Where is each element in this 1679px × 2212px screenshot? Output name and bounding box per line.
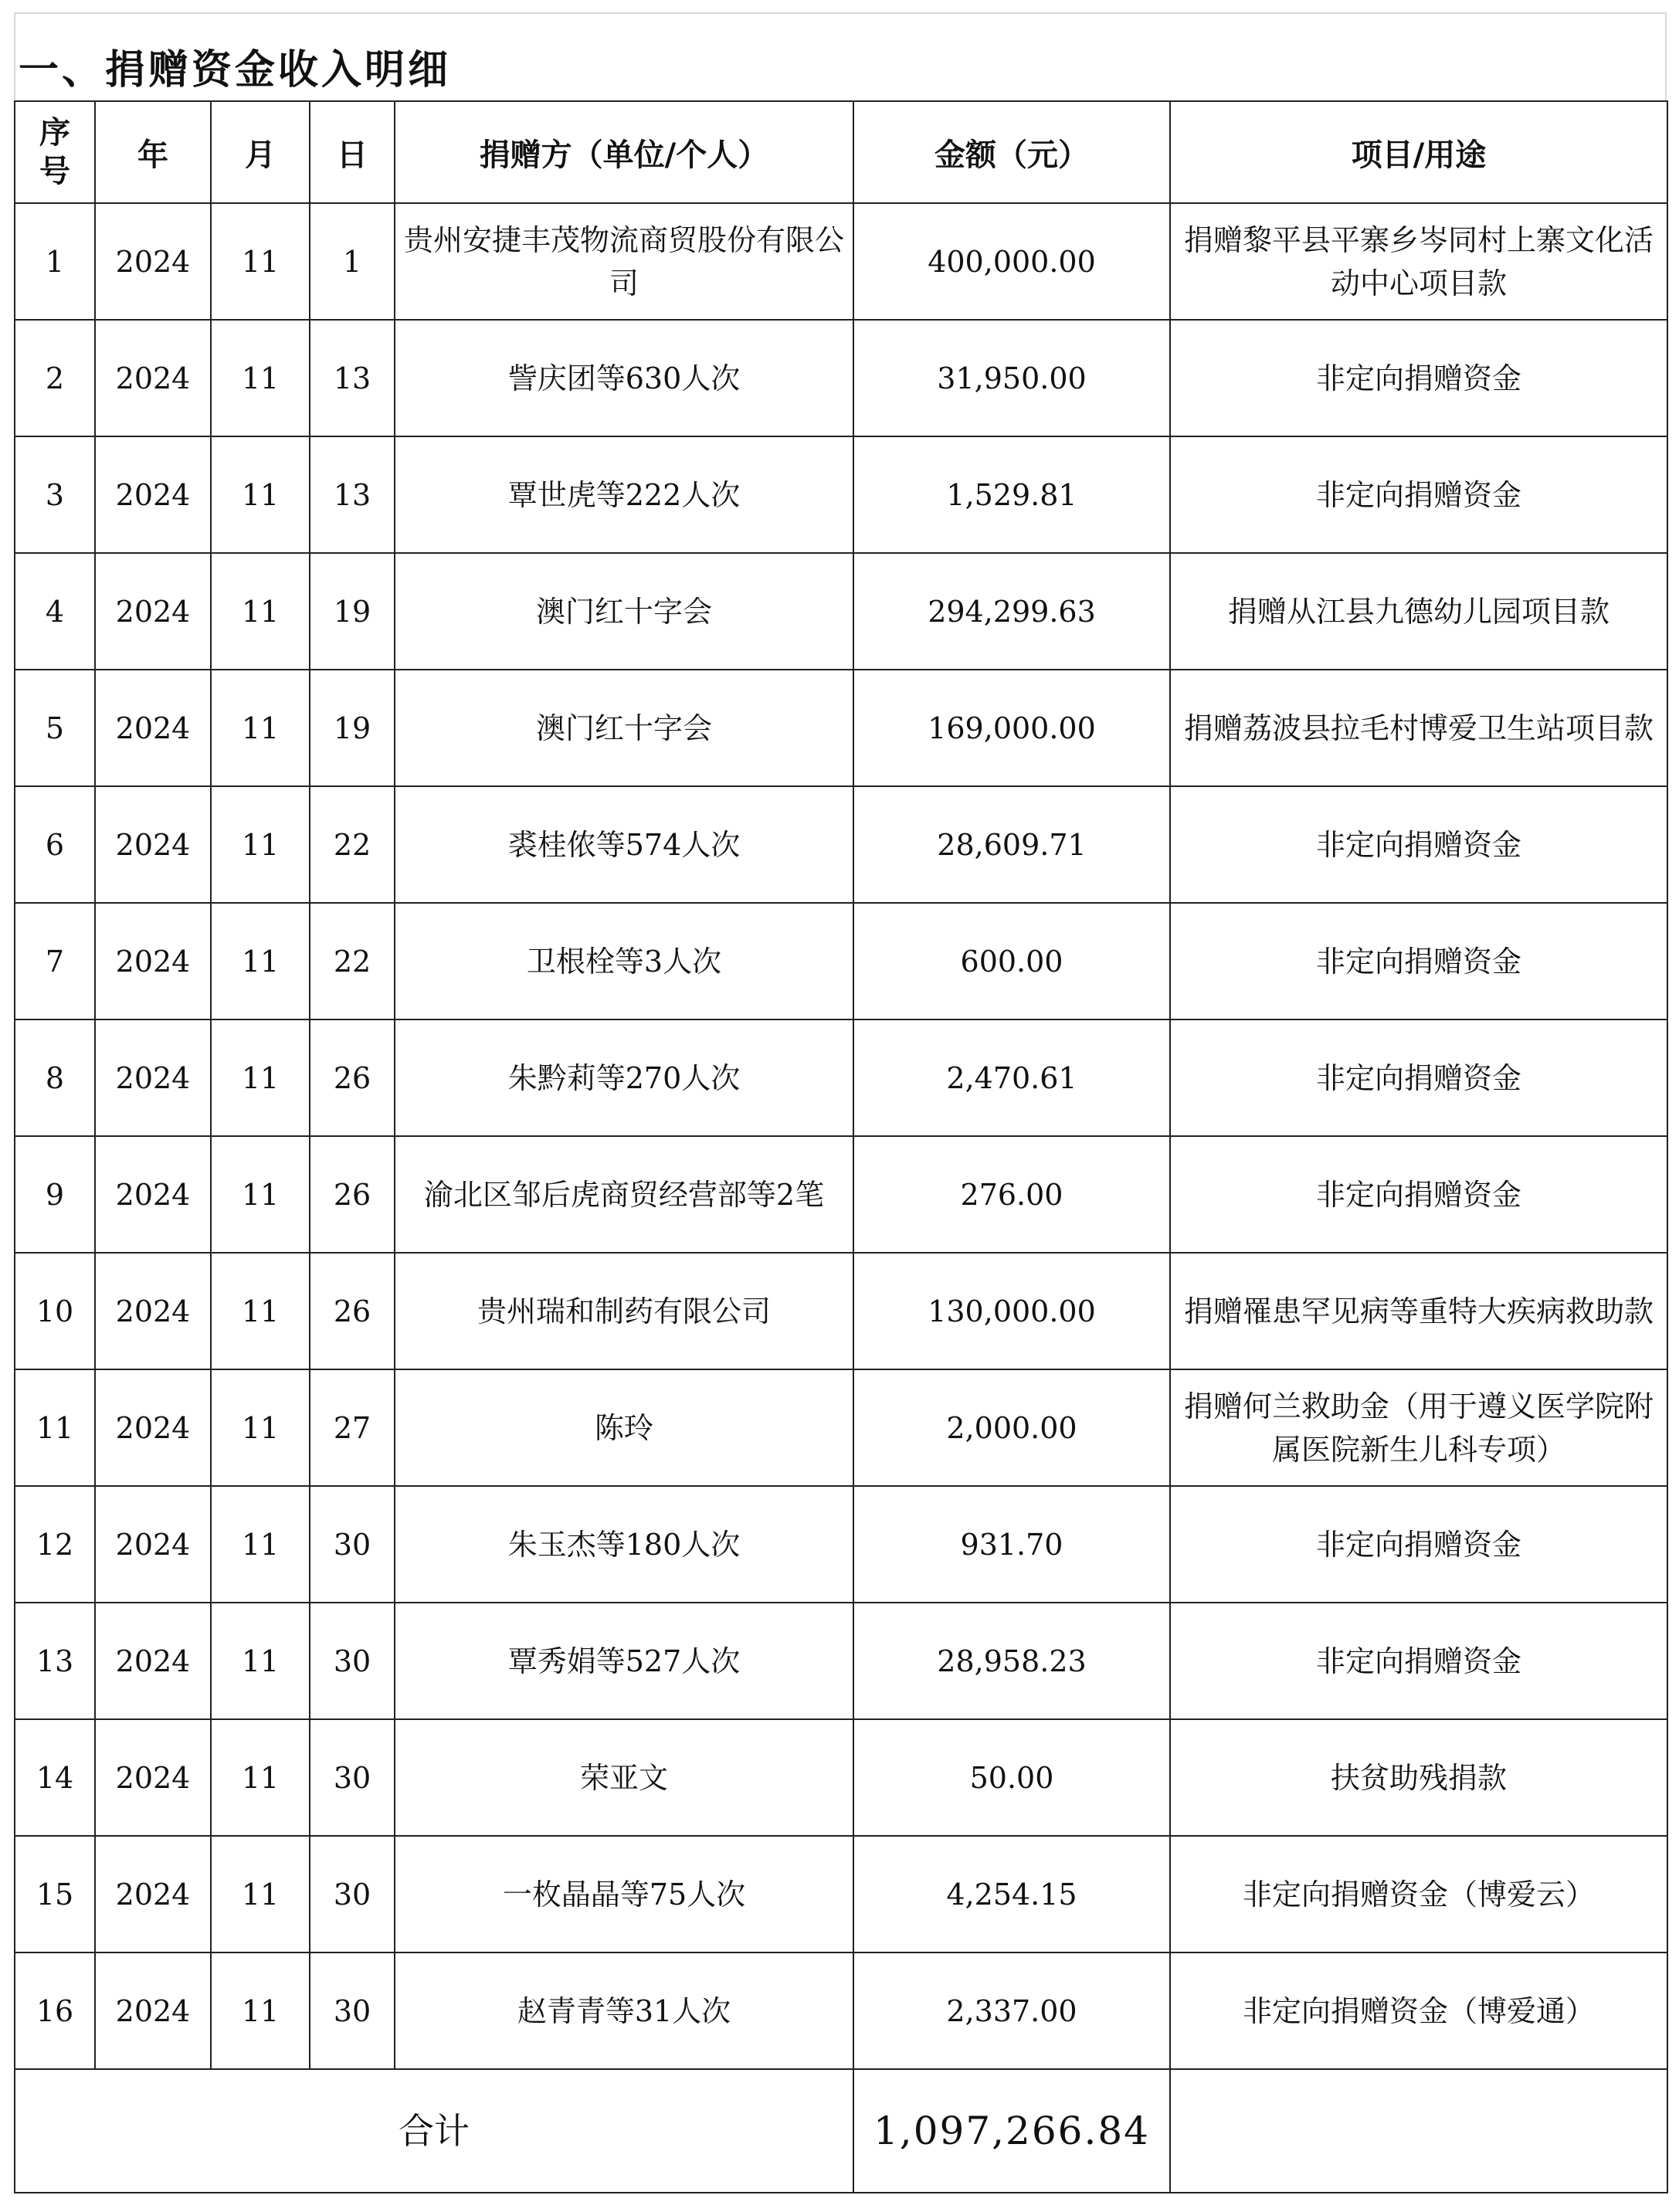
table-row	[15, 1603, 1667, 1719]
cell-day: 22	[310, 903, 395, 1019]
table-row	[15, 1486, 1667, 1603]
page-title: 一、捐赠资金收入明细	[19, 47, 452, 93]
cell-seq: 9	[15, 1136, 95, 1253]
cell-year: 2024	[95, 1486, 211, 1603]
cell-amount: 2,337.00	[853, 1952, 1170, 2069]
cell-donor: 贵州瑞和制药有限公司	[395, 1253, 853, 1369]
cell-amount: 28,958.23	[853, 1603, 1170, 1719]
cell-donor: 朱玉杰等180人次	[395, 1486, 853, 1603]
header-day: 日	[310, 101, 395, 203]
donation-table	[14, 100, 1668, 2193]
cell-month: 11	[211, 553, 310, 670]
cell-amount: 276.00	[853, 1136, 1170, 1253]
cell-seq: 14	[15, 1719, 95, 1836]
cell-seq: 10	[15, 1253, 95, 1369]
table-row	[15, 903, 1667, 1019]
cell-donor: 澳门红十字会	[395, 670, 853, 786]
cell-day: 22	[310, 786, 395, 903]
cell-day: 30	[310, 1719, 395, 1836]
cell-donor: 一枚晶晶等75人次	[395, 1836, 853, 1952]
cell-month: 11	[211, 1019, 310, 1136]
cell-month: 11	[211, 436, 310, 553]
cell-donor: 訾庆团等630人次	[395, 320, 853, 436]
cell-amount: 600.00	[853, 903, 1170, 1019]
table-row	[15, 1836, 1667, 1952]
cell-day: 26	[310, 1253, 395, 1369]
cell-month: 11	[211, 1836, 310, 1952]
table-row	[15, 786, 1667, 903]
cell-year: 2024	[95, 1019, 211, 1136]
cell-purpose: 扶贫助残捐款	[1170, 1719, 1667, 1836]
cell-amount: 50.00	[853, 1719, 1170, 1836]
cell-seq: 7	[15, 903, 95, 1019]
cell-day: 13	[310, 436, 395, 553]
cell-month: 11	[211, 1136, 310, 1253]
cell-month: 11	[211, 903, 310, 1019]
cell-month: 11	[211, 320, 310, 436]
header-year: 年	[95, 101, 211, 203]
cell-month: 11	[211, 1952, 310, 2069]
cell-seq: 8	[15, 1019, 95, 1136]
cell-donor: 渝北区邹后虎商贸经营部等2笔	[395, 1136, 853, 1253]
cell-purpose: 捐赠何兰救助金（用于遵义医学院附属医院新生儿科专项）	[1170, 1369, 1667, 1486]
cell-donor: 澳门红十字会	[395, 553, 853, 670]
cell-seq: 3	[15, 436, 95, 553]
cell-seq: 6	[15, 786, 95, 903]
header-row	[15, 101, 1667, 203]
cell-amount: 400,000.00	[853, 203, 1170, 320]
cell-donor: 覃秀娟等527人次	[395, 1603, 853, 1719]
cell-year: 2024	[95, 1369, 211, 1486]
cell-year: 2024	[95, 786, 211, 903]
cell-donor: 裘桂侬等574人次	[395, 786, 853, 903]
header-seq: 序 号	[15, 101, 95, 203]
cell-purpose: 非定向捐赠资金（博爱通）	[1170, 1952, 1667, 2069]
cell-donor: 覃世虎等222人次	[395, 436, 853, 553]
cell-day: 30	[310, 1836, 395, 1952]
title-bar	[14, 12, 1667, 100]
cell-year: 2024	[95, 1836, 211, 1952]
table-row	[15, 553, 1667, 670]
cell-seq: 13	[15, 1603, 95, 1719]
table-row	[15, 1952, 1667, 2069]
cell-amount: 931.70	[853, 1486, 1170, 1603]
cell-purpose: 非定向捐赠资金	[1170, 1019, 1667, 1136]
cell-month: 11	[211, 1486, 310, 1603]
cell-seq: 5	[15, 670, 95, 786]
cell-seq: 2	[15, 320, 95, 436]
cell-year: 2024	[95, 1253, 211, 1369]
cell-amount: 294,299.63	[853, 553, 1170, 670]
total-row	[15, 2069, 1667, 2193]
cell-purpose: 捐赠黎平县平寨乡岑同村上寨文化活动中心项目款	[1170, 203, 1667, 320]
cell-seq: 1	[15, 203, 95, 320]
cell-year: 2024	[95, 1952, 211, 2069]
cell-seq: 11	[15, 1369, 95, 1486]
cell-donor: 朱黔莉等270人次	[395, 1019, 853, 1136]
total-purpose	[1170, 2069, 1667, 2193]
cell-day: 30	[310, 1603, 395, 1719]
header-donor: 捐赠方（单位/个人）	[395, 101, 853, 203]
cell-purpose: 非定向捐赠资金	[1170, 1603, 1667, 1719]
cell-donor: 荣亚文	[395, 1719, 853, 1836]
table-row	[15, 203, 1667, 320]
cell-purpose: 捐赠罹患罕见病等重特大疾病救助款	[1170, 1253, 1667, 1369]
cell-year: 2024	[95, 903, 211, 1019]
cell-purpose: 捐赠从江县九德幼儿园项目款	[1170, 553, 1667, 670]
table-body	[15, 203, 1667, 2193]
header-month: 月	[211, 101, 310, 203]
cell-amount: 2,470.61	[853, 1019, 1170, 1136]
table-row	[15, 670, 1667, 786]
cell-month: 11	[211, 1603, 310, 1719]
total-label: 合计	[15, 2069, 853, 2193]
cell-seq: 16	[15, 1952, 95, 2069]
cell-month: 11	[211, 786, 310, 903]
cell-month: 11	[211, 1369, 310, 1486]
cell-purpose: 非定向捐赠资金	[1170, 436, 1667, 553]
table-row	[15, 320, 1667, 436]
cell-month: 11	[211, 1719, 310, 1836]
cell-donor: 卫根栓等3人次	[395, 903, 853, 1019]
cell-seq: 12	[15, 1486, 95, 1603]
cell-amount: 2,000.00	[853, 1369, 1170, 1486]
cell-day: 13	[310, 320, 395, 436]
total-amount: 1,097,266.84	[853, 2069, 1170, 2193]
cell-year: 2024	[95, 1603, 211, 1719]
cell-purpose: 非定向捐赠资金	[1170, 786, 1667, 903]
cell-day: 30	[310, 1952, 395, 2069]
cell-day: 26	[310, 1136, 395, 1253]
cell-amount: 28,609.71	[853, 786, 1170, 903]
cell-month: 11	[211, 670, 310, 786]
cell-amount: 130,000.00	[853, 1253, 1170, 1369]
table-row	[15, 1253, 1667, 1369]
cell-year: 2024	[95, 553, 211, 670]
cell-amount: 169,000.00	[853, 670, 1170, 786]
cell-seq: 4	[15, 553, 95, 670]
cell-year: 2024	[95, 1719, 211, 1836]
cell-year: 2024	[95, 320, 211, 436]
cell-purpose: 非定向捐赠资金	[1170, 1136, 1667, 1253]
cell-year: 2024	[95, 203, 211, 320]
header-amount: 金额（元）	[853, 101, 1170, 203]
cell-amount: 4,254.15	[853, 1836, 1170, 1952]
cell-day: 30	[310, 1486, 395, 1603]
table-row	[15, 1369, 1667, 1486]
cell-purpose: 非定向捐赠资金	[1170, 903, 1667, 1019]
cell-day: 26	[310, 1019, 395, 1136]
cell-purpose: 非定向捐赠资金	[1170, 1486, 1667, 1603]
cell-amount: 31,950.00	[853, 320, 1170, 436]
header-purpose: 项目/用途	[1170, 101, 1667, 203]
cell-day: 1	[310, 203, 395, 320]
cell-donor: 赵青青等31人次	[395, 1952, 853, 2069]
cell-day: 19	[310, 553, 395, 670]
cell-purpose: 非定向捐赠资金（博爱云）	[1170, 1836, 1667, 1952]
table-row	[15, 436, 1667, 553]
table-row	[15, 1719, 1667, 1836]
cell-month: 11	[211, 1253, 310, 1369]
cell-year: 2024	[95, 436, 211, 553]
cell-donor: 陈玲	[395, 1369, 853, 1486]
table-row	[15, 1136, 1667, 1253]
cell-amount: 1,529.81	[853, 436, 1170, 553]
table-row	[15, 1019, 1667, 1136]
cell-seq: 15	[15, 1836, 95, 1952]
cell-day: 27	[310, 1369, 395, 1486]
cell-year: 2024	[95, 670, 211, 786]
cell-donor: 贵州安捷丰茂物流商贸股份有限公司	[395, 203, 853, 320]
cell-year: 2024	[95, 1136, 211, 1253]
cell-purpose: 非定向捐赠资金	[1170, 320, 1667, 436]
cell-day: 19	[310, 670, 395, 786]
cell-purpose: 捐赠荔波县拉毛村博爱卫生站项目款	[1170, 670, 1667, 786]
cell-month: 11	[211, 203, 310, 320]
